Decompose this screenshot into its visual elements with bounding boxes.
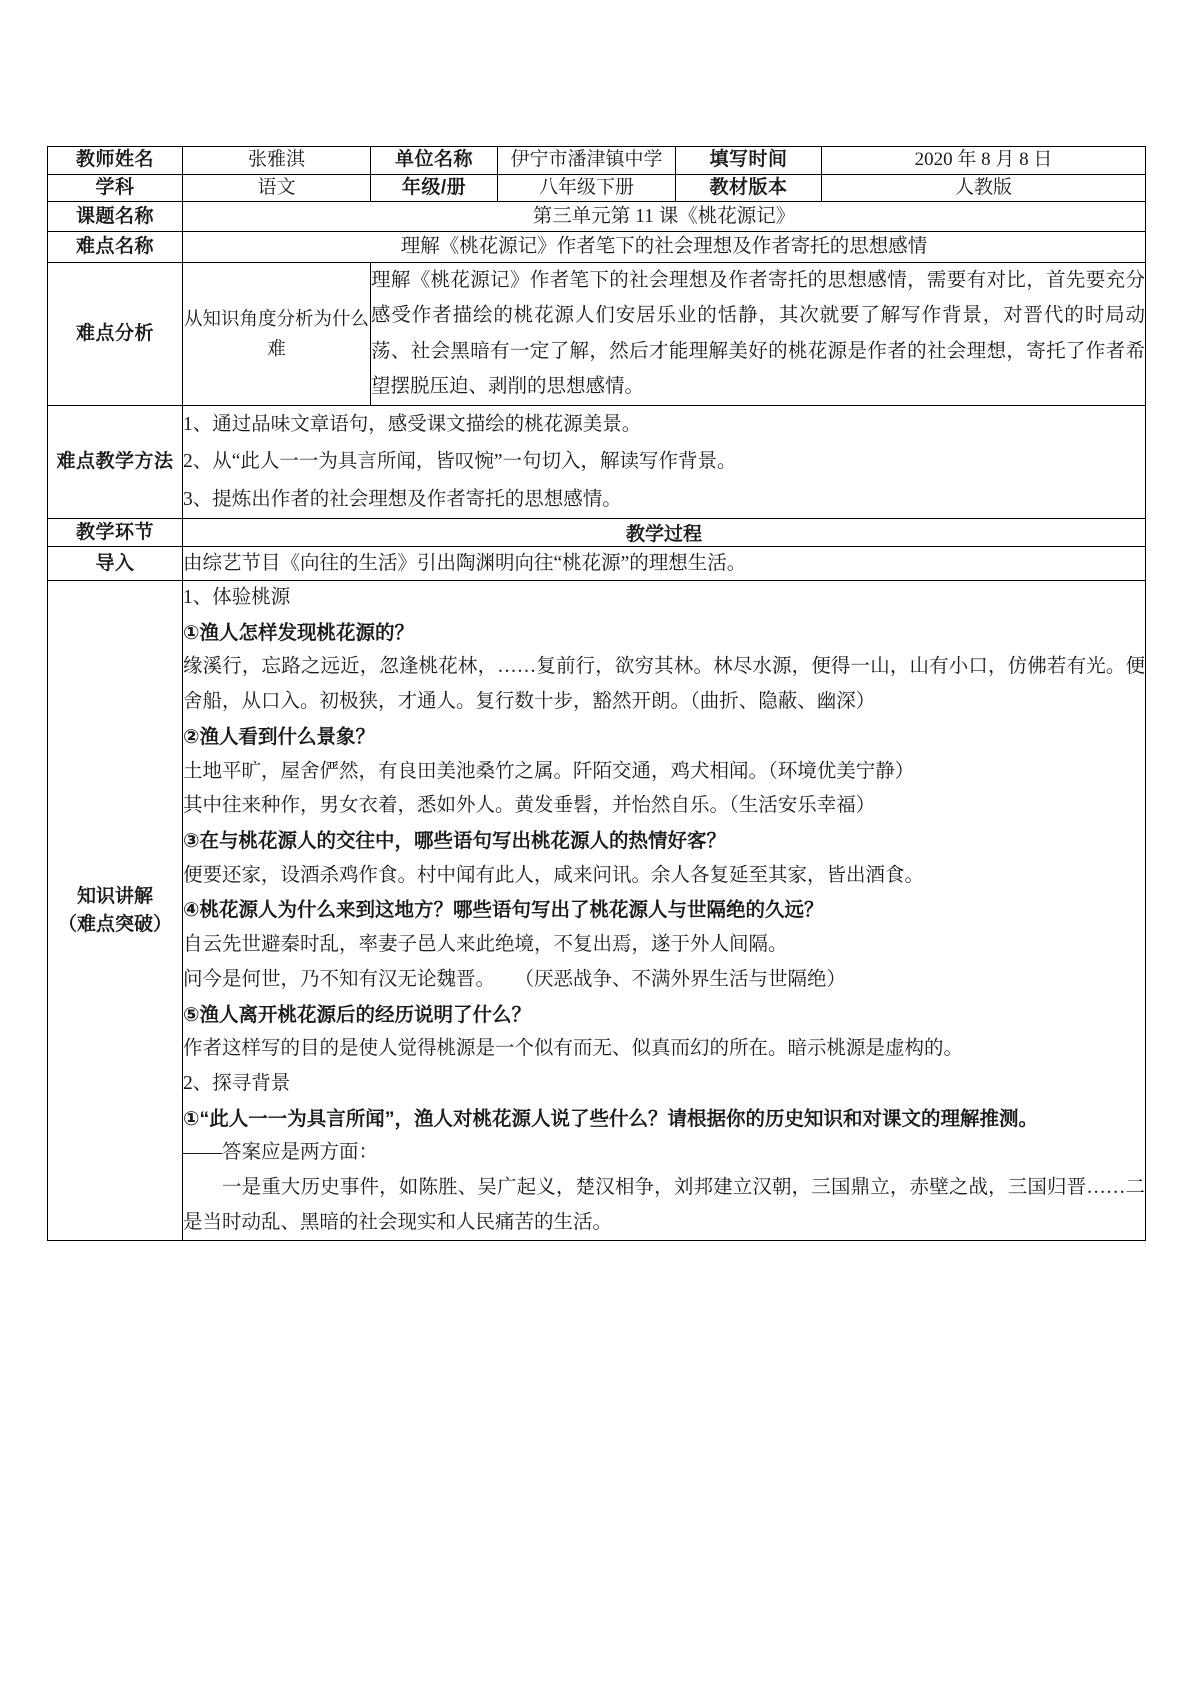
teaching-method-item: 2、从“此人一一为具言所闻，皆叹惋”一句切入，解读写作背景。 bbox=[183, 451, 737, 473]
knowledge-line: ①“此人一一为具言所闻”，渔人对桃花源人说了些什么？请根据你的历史知识和对课文的理解推测。 bbox=[183, 1107, 1039, 1130]
knowledge-line: 1、体验桃源 bbox=[183, 587, 291, 609]
teaching-methods-list bbox=[183, 405, 1146, 518]
difficulty-analysis-body: 理解《桃花源记》作者笔下的社会理想及作者寄托的思想感情，需要有对比，首先要充分感受作者描绘的桃花源人们安居乐业的恬静，其次就要了解写作背景，对晋代的时局动荡、社会黑暗有一定了解，然后才能理解美好的桃花源是作者的社会理想，寄托了作者希望摆脱压迫、剥削的思想感情。 bbox=[371, 262, 1146, 405]
knowledge-line: 一是重大历史事件，如陈胜、吴广起义，楚汉相争，刘邦建立汉朝，三国鼎立，赤壁之战，三国归晋……二是当时动乱、黑暗的社会现实和人民痛苦的生活。 bbox=[183, 1177, 1145, 1233]
unit-name-value: 伊宁市潘津镇中学 bbox=[498, 147, 676, 175]
knowledge-line: ——答案应是两方面： bbox=[183, 1142, 379, 1164]
knowledge-line: ②渔人看到什么景象？ bbox=[183, 725, 376, 748]
process-stage-label: 教学环节 bbox=[48, 518, 183, 546]
knowledge-content bbox=[183, 581, 1146, 1241]
textbook-value: 人教版 bbox=[822, 174, 1146, 202]
intro-value: 由综艺节目《向往的生活》引出陶渊明向往“桃花源”的理想生活。 bbox=[183, 546, 1146, 580]
grade-value: 八年级下册 bbox=[498, 174, 676, 202]
difficulty-name-value: 理解《桃花源记》作者笔下的社会理想及作者寄托的思想感情 bbox=[183, 232, 1146, 262]
knowledge-line: ⑤渔人离开桃花源后的经历说明了什么？ bbox=[183, 1003, 532, 1026]
knowledge-line: 2、探寻背景 bbox=[183, 1072, 291, 1094]
teaching-methods-label: 难点教学方法 bbox=[48, 405, 183, 518]
knowledge-line: 便要还家，设酒杀鸡作食。村中闻有此人，咸来问讯。余人各复延至其家，皆出酒食。 bbox=[183, 864, 925, 886]
difficulty-analysis-sublabel: 从知识角度分析为什么难 bbox=[183, 262, 371, 405]
teaching-method-item: 1、通过品味文章语句，感受课文描绘的桃花源美景。 bbox=[183, 413, 642, 435]
table-row-process-header bbox=[48, 518, 1146, 546]
grade-label: 年级/册 bbox=[371, 174, 498, 202]
knowledge-line: ③在与桃花源人的交往中，哪些语句写出桃花源人的热情好客？ bbox=[183, 830, 727, 852]
topic-label: 课题名称 bbox=[48, 202, 183, 232]
knowledge-line: 土地平旷，屋舍俨然，有良田美池桑竹之属。阡陌交通，鸡犬相闻。（环境优美宁静） bbox=[183, 760, 915, 782]
topic-value: 第三单元第 11 课《桃花源记》 bbox=[183, 202, 1146, 232]
difficulty-name-label: 难点名称 bbox=[48, 232, 183, 262]
knowledge-line: 缘溪行，忘路之远近，忽逢桃花林，……复前行，欲穷其林。林尽水源，便得一山，山有小口，仿佛若有光。便舍船，从口入。初极狭，才通人。复行数十步，豁然开朗。（曲折、隐蔽、幽深） bbox=[183, 656, 1145, 713]
table-row-knowledge bbox=[48, 581, 1146, 1241]
knowledge-label-line1: 知识讲解 bbox=[76, 886, 153, 908]
date-label: 填写时间 bbox=[676, 147, 822, 175]
table-row-topic bbox=[48, 202, 1146, 232]
table-row-teacher-info bbox=[48, 147, 1146, 175]
subject-value: 语文 bbox=[183, 174, 371, 202]
knowledge-label bbox=[48, 581, 183, 1241]
table-row-subject-info bbox=[48, 174, 1146, 202]
intro-label: 导入 bbox=[48, 546, 183, 580]
knowledge-line: 自云先世避秦时乱，率妻子邑人来此绝境，不复出焉，遂于外人间隔。 bbox=[183, 934, 788, 956]
subject-label: 学科 bbox=[48, 174, 183, 202]
unit-label: 单位名称 bbox=[371, 147, 498, 175]
knowledge-line: ①渔人怎样发现桃花源的？ bbox=[183, 621, 415, 644]
lesson-plan-table bbox=[47, 146, 1146, 1241]
table-row-intro bbox=[48, 546, 1146, 580]
knowledge-label-line2: （难点突破） bbox=[57, 913, 172, 935]
textbook-label: 教材版本 bbox=[676, 174, 822, 202]
knowledge-line: 其中往来种作，男女衣着，悉如外人。黄发垂髫，并怡然自乐。（生活安乐幸福） bbox=[183, 795, 876, 817]
teacher-label: 教师姓名 bbox=[48, 147, 183, 175]
knowledge-line: 作者这样写的目的是使人觉得桃源是一个似有而无、似真而幻的所在。暗示桃源是虚构的。 bbox=[183, 1038, 964, 1060]
knowledge-line: ④桃花源人为什么来到这地方？哪些语句写出了桃花源人与世隔绝的久远？ bbox=[183, 899, 824, 922]
difficulty-analysis-label: 难点分析 bbox=[48, 262, 183, 405]
date-value: 2020 年 8 月 8 日 bbox=[822, 147, 1146, 175]
table-row-difficulty-analysis bbox=[48, 262, 1146, 405]
table-row-difficulty-name bbox=[48, 232, 1146, 262]
process-header-value: 教学过程 bbox=[183, 518, 1146, 546]
knowledge-line: 问今是何世，乃不知有汉无论魏晋。 （厌恶战争、不满外界生活与世隔绝） bbox=[183, 968, 847, 990]
table-row-teaching-methods bbox=[48, 405, 1146, 518]
teaching-method-item: 3、提炼出作者的社会理想及作者寄托的思想感情。 bbox=[183, 488, 622, 510]
teacher-name-value: 张雅淇 bbox=[183, 147, 371, 175]
